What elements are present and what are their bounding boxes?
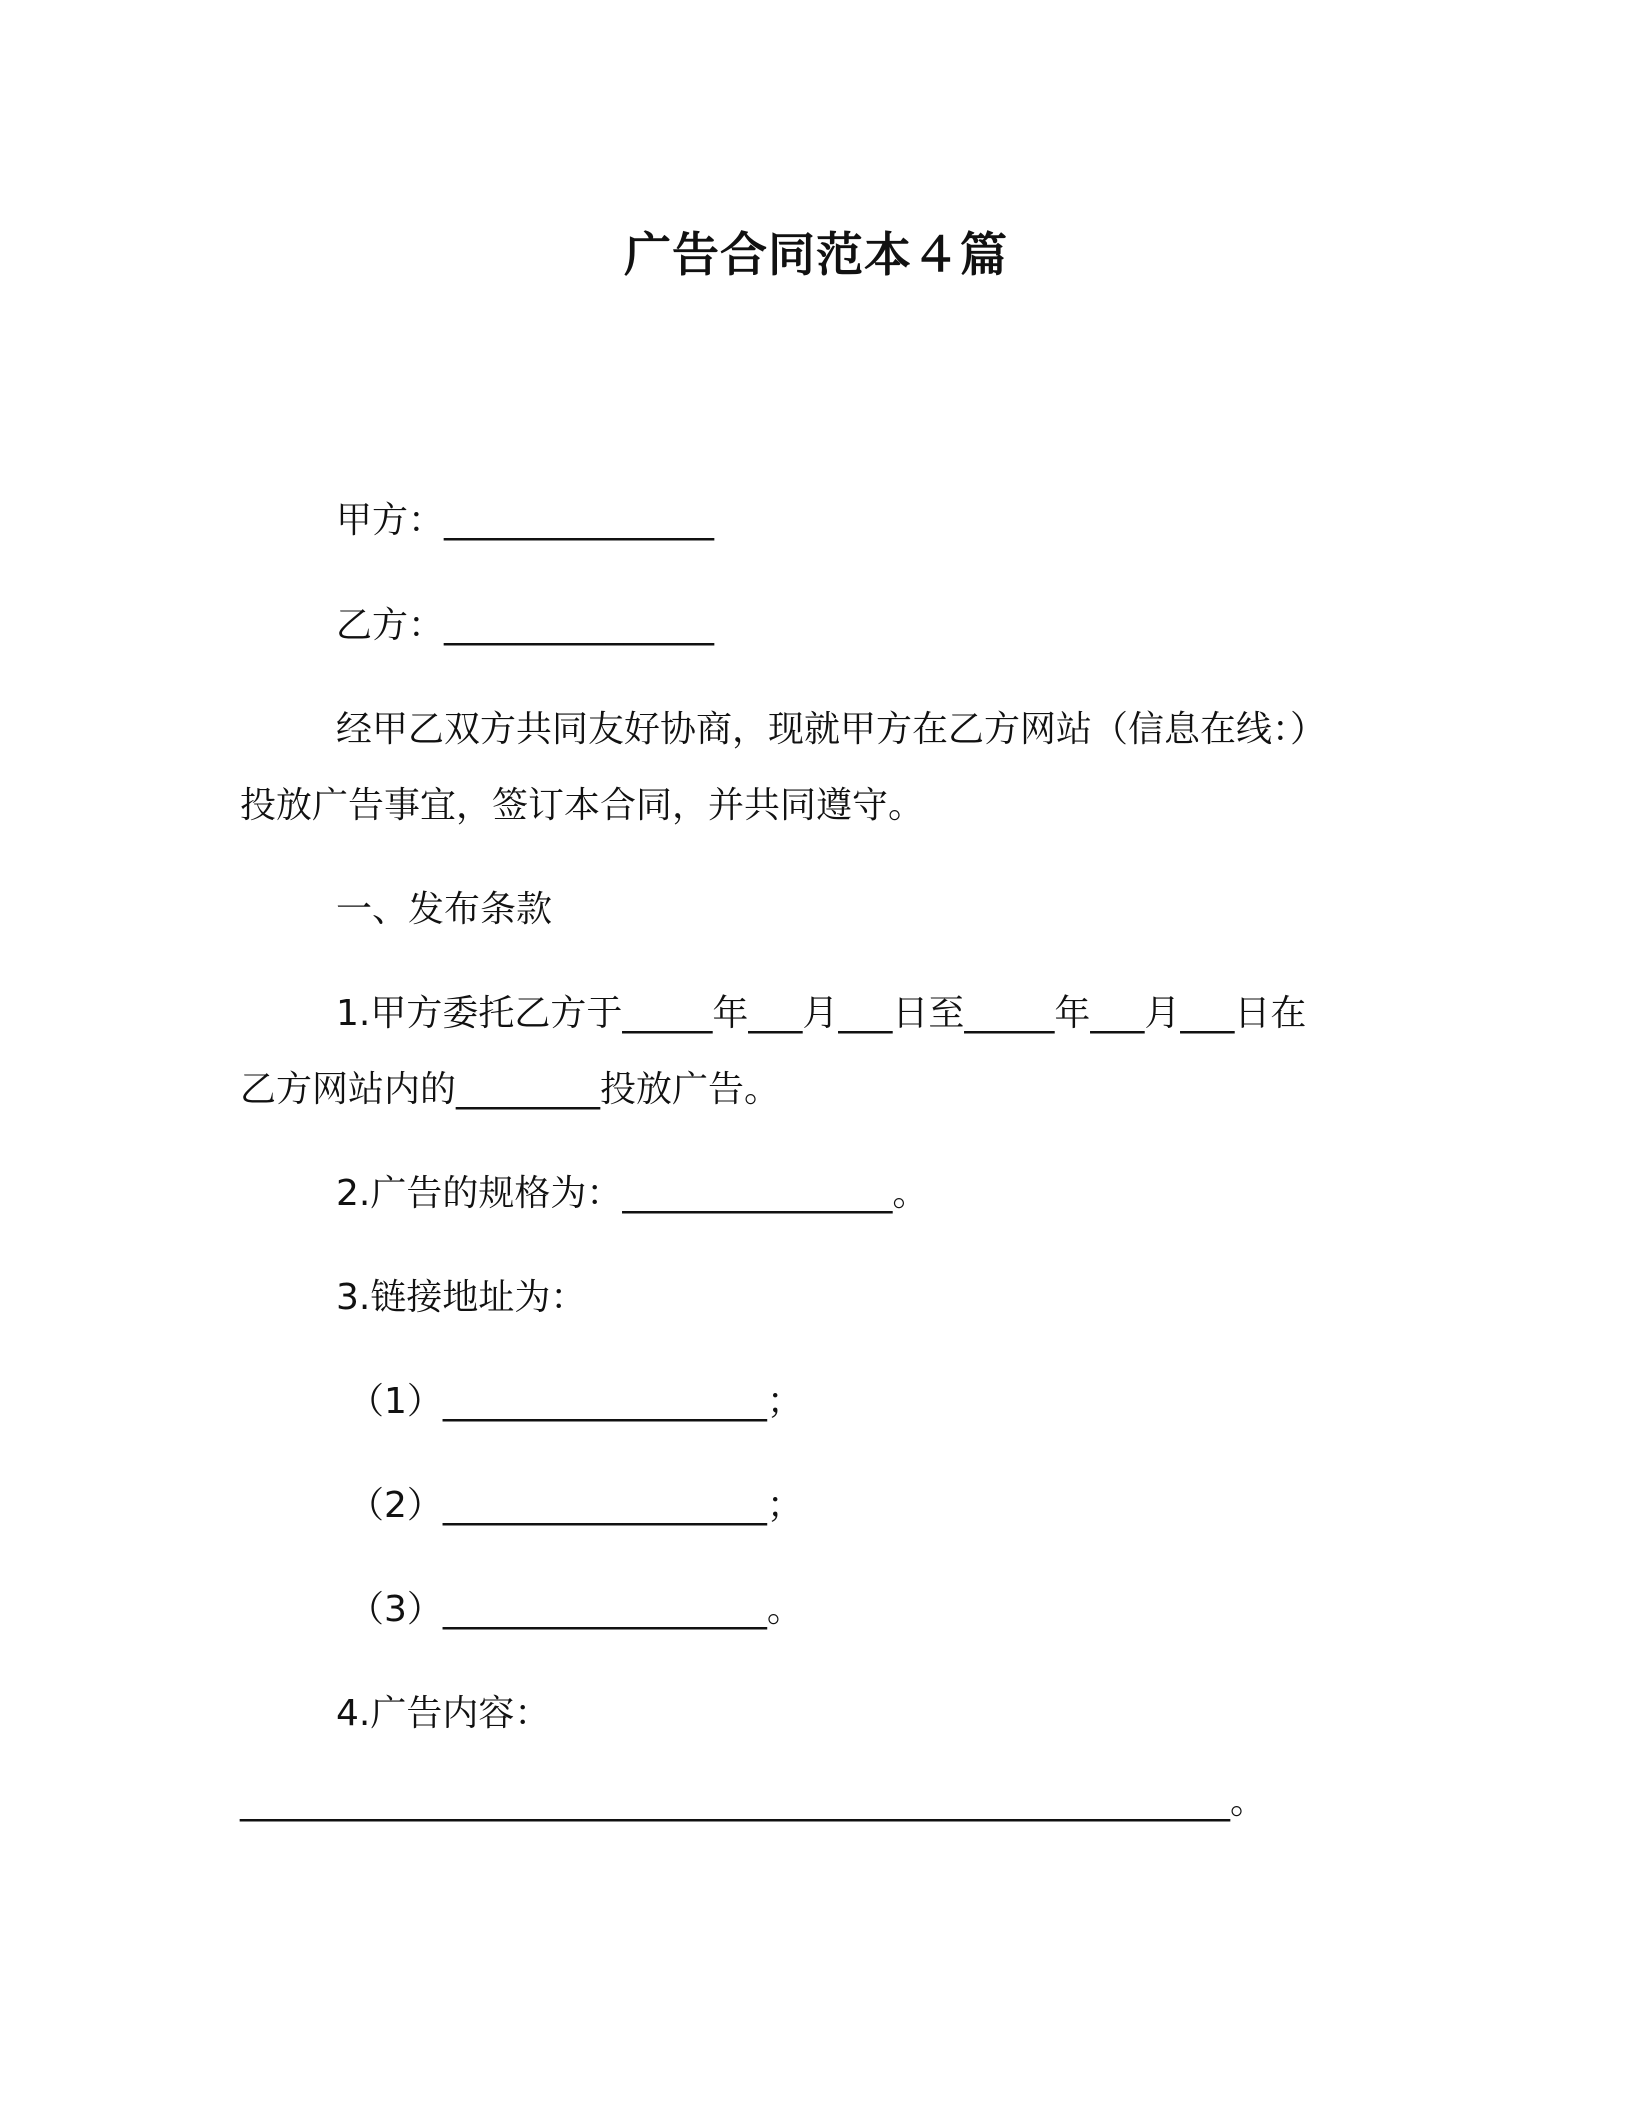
clause-3: 3.链接地址为：: [336, 1277, 587, 1318]
party-a-line: 甲方：_______________: [336, 500, 715, 541]
intro-paragraph-line-2: 投放广告事宜，签订本合同，并共同遵守。: [240, 785, 925, 826]
section-heading: 一、发布条款: [336, 889, 553, 930]
link-item-2: （2）__________________；: [348, 1485, 803, 1526]
party-b-line: 乙方：_______________: [336, 605, 715, 646]
intro-paragraph-line-1: 经甲乙双方共同友好协商，现就甲方在乙方网站（信息在线：）: [336, 709, 1327, 750]
clause-1-line-1: 1.甲方委托乙方于_____年___月___日至_____年___月___日在: [336, 993, 1307, 1034]
clause-1-line-2: 乙方网站内的________投放广告。: [240, 1069, 781, 1110]
link-item-1: （1）__________________；: [348, 1381, 803, 1422]
document-title: 广告合同范本４篇: [624, 228, 1008, 283]
clause-4: 4.广告内容：: [336, 1693, 551, 1734]
link-item-3: （3）__________________。: [348, 1589, 803, 1630]
content-blank-line: _______________________________________________________。: [240, 1781, 1266, 1822]
clause-2: 2.广告的规格为：_______________。: [336, 1173, 929, 1214]
